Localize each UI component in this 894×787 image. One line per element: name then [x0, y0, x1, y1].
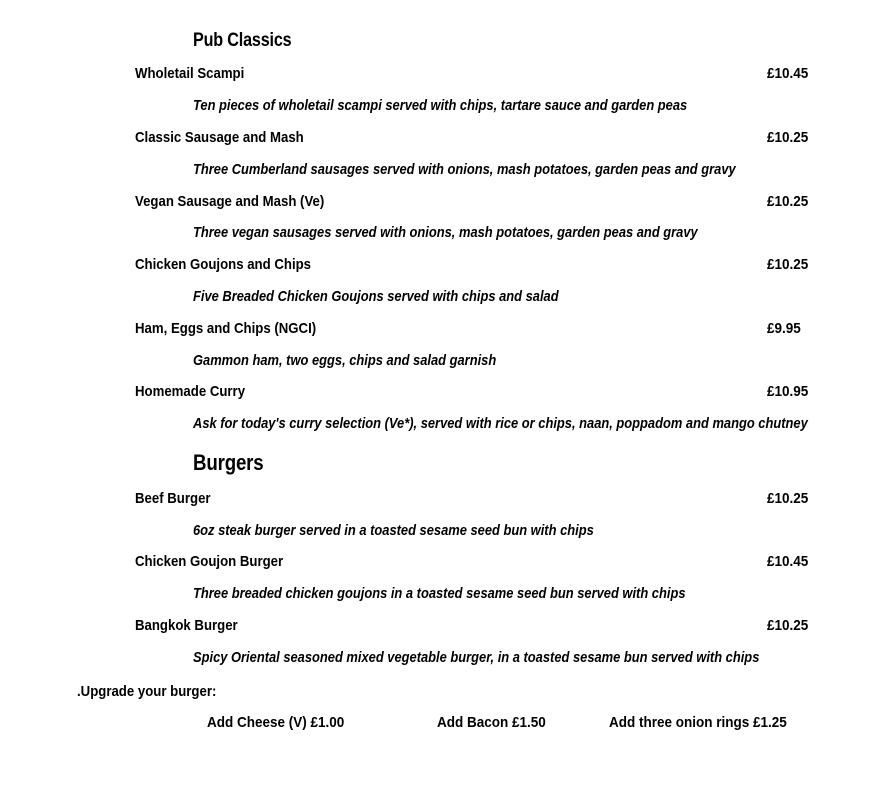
menu-item-name: Homemade Curry [135, 383, 246, 400]
menu-item-name: Chicken Goujons and Chips [135, 256, 312, 273]
menu-item-description: Ten pieces of wholetail scampi served with chips, tartare sauce and garden peas [193, 97, 688, 114]
menu-item-name: Chicken Goujon Burger [135, 553, 284, 570]
upgrade-option-onion-rings: Add three onion rings £1.25 [609, 714, 787, 731]
menu-item-price: £10.25 [767, 193, 809, 210]
pub-classics-heading: Pub Classics [193, 30, 292, 51]
menu-item-name: Classic Sausage and Mash [135, 129, 304, 146]
burgers-heading: Burgers [193, 450, 264, 475]
menu-item-description: Ask for today's curry selection (Ve*), served with rice or chips, naan, poppadom and mango chutney [193, 415, 808, 432]
menu-item-price: £10.25 [767, 490, 809, 507]
menu-item-description: Gammon ham, two eggs, chips and salad garnish [193, 352, 497, 369]
menu-item-price: £10.45 [767, 553, 809, 570]
menu-item-name: Ham, Eggs and Chips (NGCI) [135, 320, 317, 337]
menu-item-description: 6oz steak burger served in a toasted sesame seed bun with chips [193, 522, 594, 539]
menu-item-price: £10.25 [767, 617, 809, 634]
upgrade-option-bacon: Add Bacon £1.50 [437, 714, 546, 731]
upgrade-option-cheese: Add Cheese (V) £1.00 [207, 714, 345, 731]
menu-item-price: £9.95 [767, 320, 801, 337]
menu-item-price: £10.25 [767, 256, 809, 273]
menu-item-name: Wholetail Scampi [135, 65, 245, 82]
menu-item-description: Three breaded chicken goujons in a toasted sesame seed bun served with chips [193, 585, 686, 602]
menu-item-price: £10.25 [767, 129, 809, 146]
menu-item-description: Three vegan sausages served with onions, mash potatoes, garden peas and gravy [193, 224, 698, 241]
upgrade-title: .Upgrade your burger: [77, 683, 217, 700]
menu-item-description: Three Cumberland sausages served with onions, mash potatoes, garden peas and gravy [193, 161, 736, 178]
menu-item-name: Bangkok Burger [135, 617, 238, 634]
menu-item-price: £10.45 [767, 65, 809, 82]
menu-item-price: £10.95 [767, 383, 809, 400]
menu-item-description: Five Breaded Chicken Goujons served with chips and salad [193, 288, 559, 305]
menu-item-name: Beef Burger [135, 490, 211, 507]
menu-item-name: Vegan Sausage and Mash (Ve) [135, 193, 325, 210]
menu-item-description: Spicy Oriental seasoned mixed vegetable burger, in a toasted sesame bun served with chips [193, 649, 760, 666]
